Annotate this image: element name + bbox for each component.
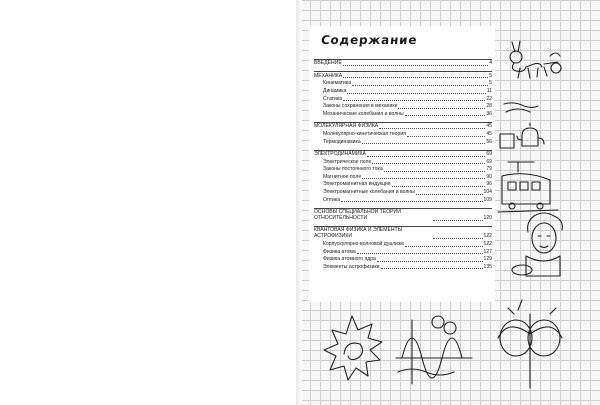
toc-section-title: ВВЕДЕНИЕ [314,60,342,67]
toc-section-title: МЕХАНИКА [314,72,343,79]
toc-entry-page: 22 [486,95,492,102]
toc-entry-page: 69 [486,158,492,165]
toc-entry [314,242,492,248]
toc-entry-title: Корпускулярно-волновой дуализм [323,240,404,247]
toc-entry [314,198,492,204]
dot-leader [372,163,485,164]
toc-entry-title: Динамика [323,88,347,95]
dot-leader [341,201,482,202]
toc-entry-page: 45 [486,130,492,137]
toc-section-quantum [314,226,492,271]
toc-entry [314,190,492,196]
dot-leader [433,220,483,221]
toc-section-page: 120 [483,214,492,221]
toc-entry-page: 56 [486,138,492,145]
toc-entry-page: 135 [483,263,492,270]
toc-entry-title: Магнитное поле [323,173,362,180]
toc-entry-title: Электрическое поле [323,158,372,165]
dot-leader [384,171,486,172]
dot-leader [343,65,488,66]
dot-leader [347,93,485,94]
toc-entry-title: Электромагнитная индукция [323,181,391,188]
toc-section-title: ОСНОВЫ СПЕЦИАЛЬНОЙ ТЕОРИИ ОТНОСИТЕЛЬНОСТИ [314,209,401,221]
toc-entry-page: 96 [486,181,492,188]
dot-leader [362,143,486,144]
toc-entry-title: Термодинамика [323,138,361,145]
toc-entry-title: Физика атомного ядра [323,256,376,263]
toc-panel [309,26,495,302]
dot-leader [343,77,488,78]
dot-leader [343,100,485,101]
toc-entry-title: Элементы астрофизики [323,263,380,270]
toc-section-relativity [314,208,492,222]
toc-section-mech [314,71,492,117]
dot-leader [352,85,488,86]
tram-icon [498,160,560,214]
dot-leader [357,253,483,254]
page-title: Содержание [320,33,419,47]
toc-entry-page: 28 [486,103,492,110]
toc-section-heading [314,228,492,240]
table-of-contents [314,59,492,275]
toc-section-page: 45 [486,123,492,130]
sun-icon [322,314,384,380]
toc-section-electro [314,150,492,204]
toc-entry [314,112,492,118]
toc-entry [314,132,492,138]
toc-section-heading [314,61,492,67]
dot-leader [377,261,483,262]
toc-section-title: КВАНТОВАЯ ФИЗИКА И ЭЛЕМЕНТЫ АСТРОФИЗИКИ [314,227,403,240]
toc-entry [314,265,492,271]
dot-leader [362,178,485,179]
toc-section-intro [314,59,492,67]
toc-entry [314,167,492,173]
wave-graph-icon [392,312,474,386]
toc-entry-title: Молекулярно-кинетическая теория [323,130,406,137]
toc-section-page: 4 [489,60,492,67]
toc-entry-title: Физика атома [323,248,356,255]
dot-leader [367,156,485,157]
toc-entry-title: Законы постоянного тока [323,166,383,173]
toc-entry-page: 5 [489,80,492,87]
dot-leader [379,128,485,129]
toc-entry-title: Законы сохранения в механике [323,103,398,110]
dot-leader [405,246,483,247]
dot-leader [392,186,486,187]
dot-leader [416,194,483,195]
toc-entry [314,97,492,103]
toc-section-title: ЭЛЕКТРОДИНАМИКА [314,151,366,157]
toc-section-heading [314,124,492,130]
toc-section-page: 122 [483,233,492,240]
toc-section-molecular [314,122,492,145]
toc-entry-page: 129 [483,256,492,263]
toc-entry [314,257,492,263]
dot-leader [433,238,483,239]
toc-entry-page: 104 [483,188,492,195]
toc-entry-title: Кинематика [323,80,352,87]
book-spine [296,0,302,405]
toc-section-page: 69 [486,151,492,157]
toc-entry [314,250,492,256]
einstein-icon [512,212,574,278]
toc-section-title: МОЛЕКУЛЯРНАЯ ФИЗИКА [314,123,379,130]
toc-entry-page: 11 [486,88,492,95]
magnet-field-icon [494,294,566,388]
toc-entry-page: 90 [486,173,492,180]
dot-leader [381,268,483,269]
toc-entry [314,89,492,95]
dot-leader [398,108,485,109]
toc-section-heading [314,210,492,222]
toc-entry-page: 79 [486,166,492,173]
toc-entry [314,182,492,188]
toc-entry-title: Оптика [323,196,341,203]
teapot-icon [496,100,546,158]
toc-section-heading [314,74,492,80]
toc-entry [314,160,492,166]
toc-entry [314,175,492,181]
toc-entry-page: 122 [483,240,492,247]
toc-entry-title: Электромагнитные колебания и волны [323,188,415,195]
dot-leader [405,115,486,116]
toc-section-page: 5 [489,72,492,79]
toc-entry-title: Статика [323,95,343,102]
donkey-cart-icon [498,38,564,82]
toc-entry-page: 36 [486,110,492,117]
toc-section-heading [314,152,492,158]
toc-entry [314,140,492,146]
toc-entry [314,81,492,87]
toc-entry-page: 109 [483,196,492,203]
toc-entry-page: 127 [483,248,492,255]
toc-entry [314,104,492,110]
toc-entry-title: Механические колебания и волны [323,110,404,117]
dot-leader [407,136,485,137]
